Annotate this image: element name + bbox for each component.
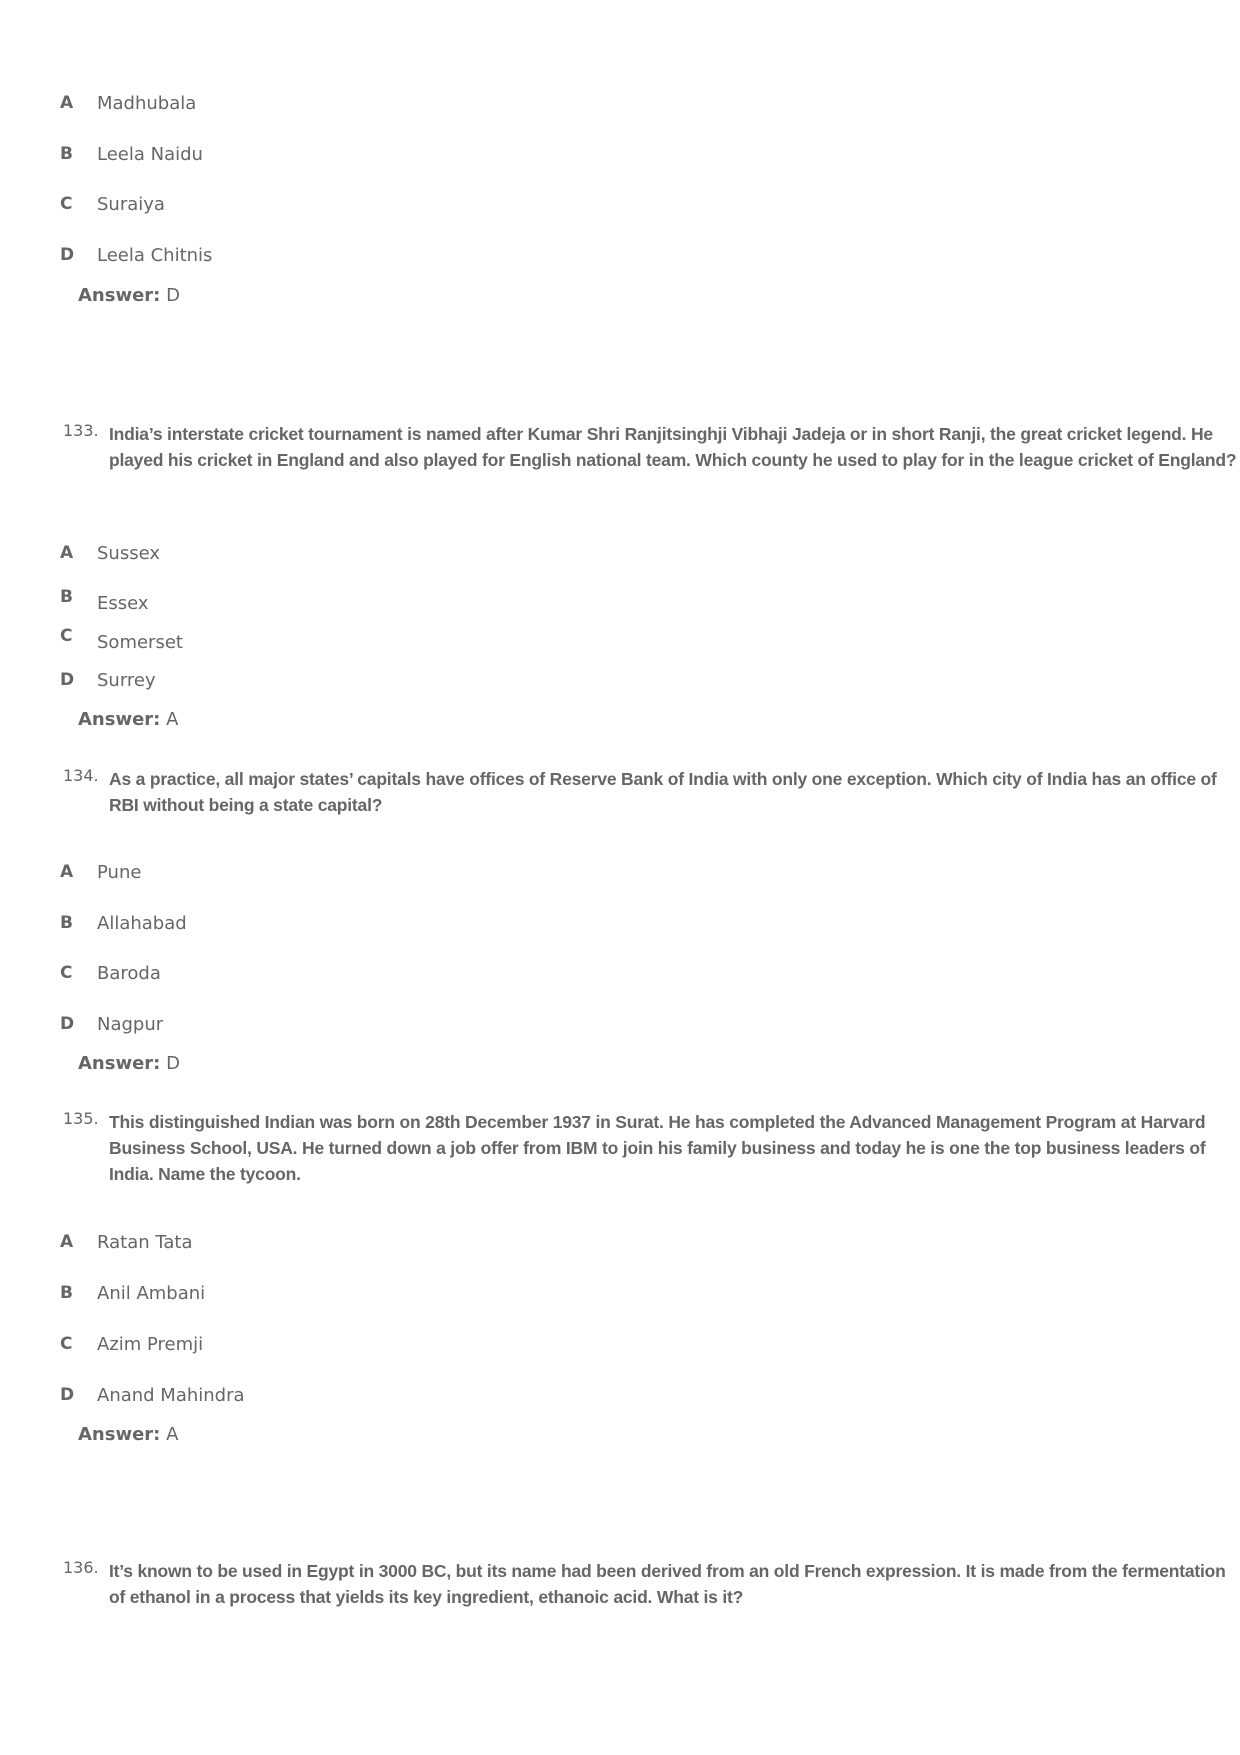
option-text: Leela Chitnis [97,245,213,266]
option-text: Somerset [97,632,183,653]
question-text: As a practice, all major states’ capitals have offices of Reserve Bank of India with only one exception. Which city of India has an office of RBI without being a state capital? [109,769,1217,815]
option-letter: D [60,670,75,690]
answer-135 [78,1424,178,1445]
option-text: Ratan Tata [97,1232,193,1253]
question-number: 135. [63,1109,99,1128]
option-text: Surrey [97,670,156,691]
option-letter: A [60,862,74,882]
option-letter: C [60,194,73,214]
answer-value: D [166,285,180,306]
option-letter: D [60,1385,75,1405]
option-letter: A [60,543,74,563]
option-text: Baroda [97,963,161,984]
answer-value: D [166,1053,180,1074]
question-text: India’s interstate cricket tournament is named after Kumar Shri Ranjitsinghji Vibhaji Jadeja or in short Ranji, the great cricket legend. He played his cricket in England and also played for English national team. Which county he used to play for in the league cricket of England? [109,424,1237,470]
answer-133 [78,709,178,730]
answer-134 [78,1053,180,1074]
question-number: 133. [63,421,99,440]
question-text: This distinguished Indian was born on 28th December 1937 in Surat. He has completed the Advanced Management Program at Harvard Business School, USA. He turned down a job offer from IBM to join his family business and today he is one the top business leaders of India. Name the tycoon. [109,1112,1206,1184]
option-letter: B [60,144,73,164]
answer-label: Answer: [78,709,161,730]
answer-label: Answer: [78,1424,161,1445]
option-text: Azim Premji [97,1334,204,1355]
answer-value: A [166,1424,179,1445]
option-text: Anand Mahindra [97,1385,245,1406]
option-letter: D [60,245,75,265]
option-text: Pune [97,862,142,883]
option-letter: A [60,93,74,113]
option-text: Allahabad [97,913,187,934]
question-number: 134. [63,766,99,785]
answer-132 [78,285,180,306]
option-text: Suraiya [97,194,165,215]
option-letter: B [60,913,73,933]
option-text: Sussex [97,543,160,564]
option-letter: B [60,1283,73,1303]
option-letter: C [60,1334,73,1354]
option-letter: C [60,626,73,646]
option-letter: A [60,1232,74,1252]
question-number: 136. [63,1558,99,1577]
answer-value: A [166,709,179,730]
option-text: Madhubala [97,93,197,114]
option-text: Anil Ambani [97,1283,206,1304]
option-text: Essex [97,593,149,614]
option-letter: D [60,1014,75,1034]
option-letter: B [60,587,73,607]
option-text: Nagpur [97,1014,164,1035]
question-text: It’s known to be used in Egypt in 3000 BC, but its name had been derived from an old French expression. It is made from the fermentation of ethanol in a process that yields its key ingredient, ethanoic acid. What is it? [109,1561,1226,1607]
answer-label: Answer: [78,1053,161,1074]
option-letter: C [60,963,73,983]
option-text: Leela Naidu [97,144,203,165]
answer-label: Answer: [78,285,161,306]
